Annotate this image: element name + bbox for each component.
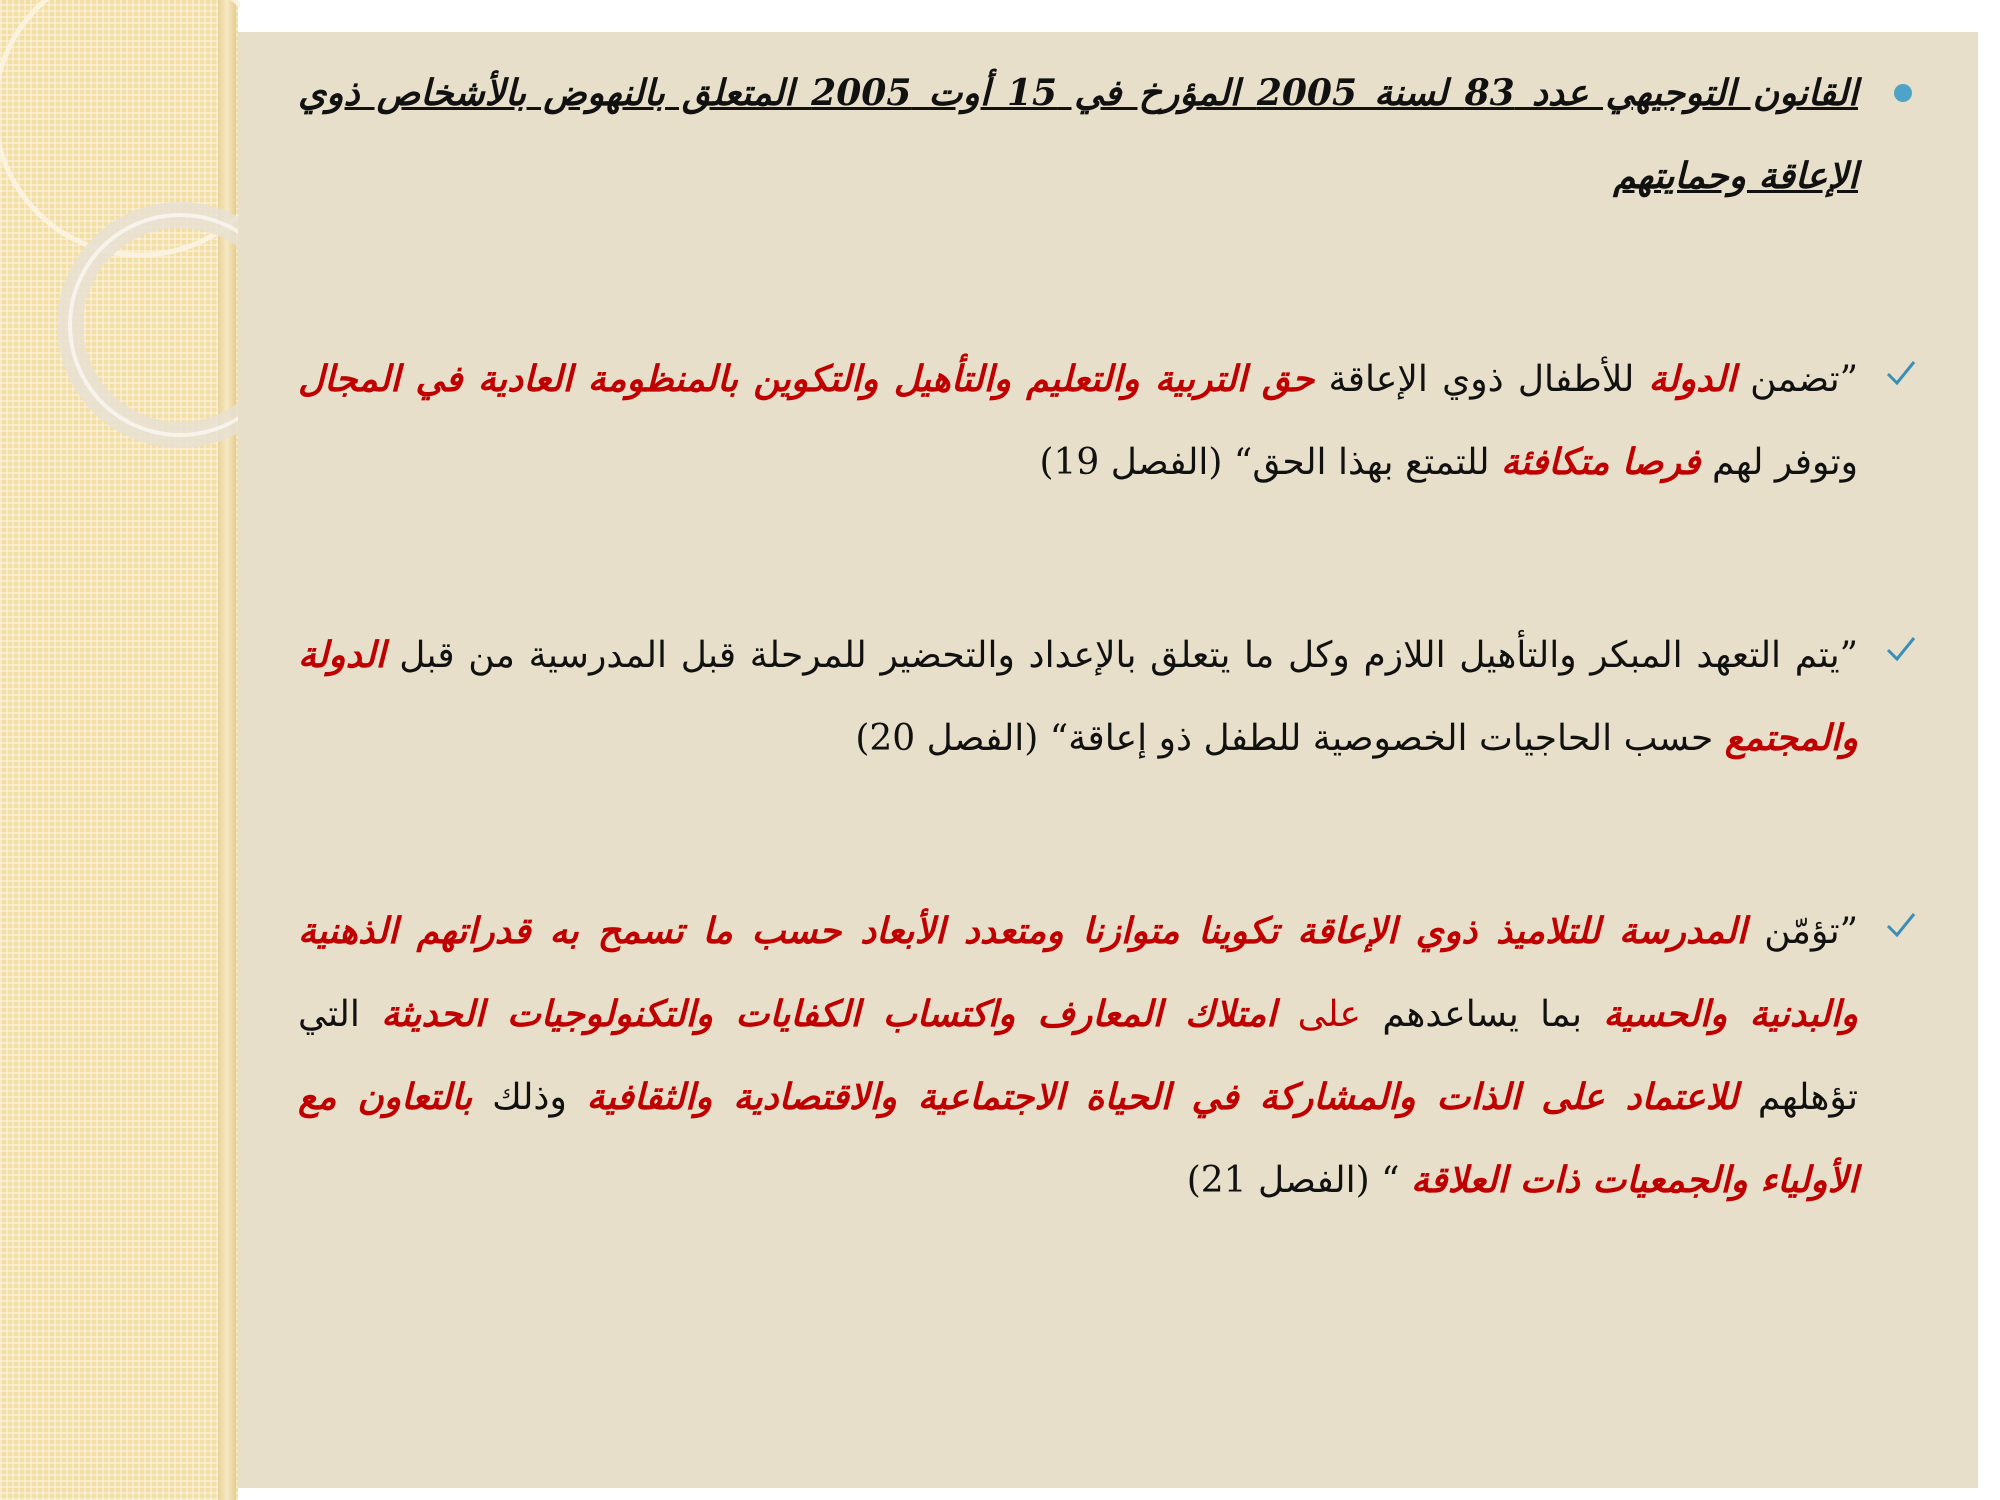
highlighted-text-segment: بالتعاون مع الأولياء والجمعيات ذات العلاقة: [298, 1076, 1858, 1201]
text-segment: وتوفر لهم: [1700, 442, 1858, 483]
text-segment: للتمتع بهذا الحق“ (الفصل 19): [1039, 442, 1501, 483]
law-title-line-1: القانون التوجيهي عدد 83 لسنة 2005 المؤرخ في 15 أوت 2005 المتعلق بالنهوض بالأشخاص ذوي: [298, 72, 1858, 114]
article-19-item: [298, 338, 1918, 504]
text-segment: ”تؤمّن: [1746, 911, 1858, 952]
highlighted-text-segment: الدولة: [1648, 358, 1736, 400]
text-segment: وذلك: [472, 1077, 587, 1118]
checkmark-icon: [1884, 632, 1918, 666]
highlighted-text-segment: للاعتماد على الذات والمشاركة في الحياة الاجتماعية والاقتصادية والثقافية: [586, 1076, 1739, 1118]
heading-bullet: [298, 52, 1918, 218]
highlighted-text-segment: امتلاك المعارف واكتساب الكفايات والتكنولوجيات الحديثة: [381, 993, 1277, 1035]
slide-content-panel: [238, 32, 1978, 1488]
highlighted-text-segment: المدرسة للتلاميذ ذوي الإعاقة تكوينا متوازنا ومتعدد الأبعاد حسب ما تسمح به قدراتهم الذهنية والبدنية والحسية: [298, 910, 1858, 1035]
article-21-text: [298, 911, 1858, 1201]
highlighted-text-segment: الدولة والمجتمع: [298, 634, 1858, 759]
highlighted-text-segment: على: [1297, 994, 1362, 1035]
text-segment: بما يساعدهم: [1361, 994, 1604, 1035]
text-segment: التي تؤهلهم: [298, 994, 1858, 1118]
check-marker: [1878, 890, 1918, 972]
text-segment: [1276, 994, 1297, 1035]
decorative-circles: [0, 0, 240, 500]
highlighted-text-segment: حق التربية والتعليم والتأهيل والتكوين بالمنظومة العادية في المجال: [298, 358, 1315, 400]
filled-circle-bullet-icon: [1894, 84, 1912, 102]
text-segment: ”تضمن: [1735, 359, 1859, 400]
checkmark-icon: [1884, 356, 1918, 390]
article-20-item: [298, 614, 1918, 780]
text-segment: “ (الفصل 21): [1186, 1160, 1411, 1201]
article-19-text: [298, 359, 1858, 483]
text-segment: ”يتم التعهد المبكر والتأهيل اللازم وكل ما يتعلق بالإعداد والتحضير للمرحلة قبل المدرسية من قبل: [385, 635, 1858, 676]
highlighted-text-segment: فرصا متكافئة: [1501, 441, 1701, 483]
slide-text-body: [298, 52, 1918, 1332]
article-21-item: [298, 890, 1918, 1222]
bullet-marker: [1878, 52, 1918, 134]
article-20-text: [298, 635, 1858, 759]
check-marker: [1878, 614, 1918, 696]
law-title-line-2: الإعاقة وحمايتهم: [1613, 155, 1858, 197]
checkmark-icon: [1884, 908, 1918, 942]
check-marker: [1878, 338, 1918, 420]
text-segment: للأطفال ذوي الإعاقة: [1314, 359, 1649, 400]
text-segment: حسب الحاجيات الخصوصية للطفل ذو إعاقة“ (الفصل 20): [855, 718, 1725, 759]
